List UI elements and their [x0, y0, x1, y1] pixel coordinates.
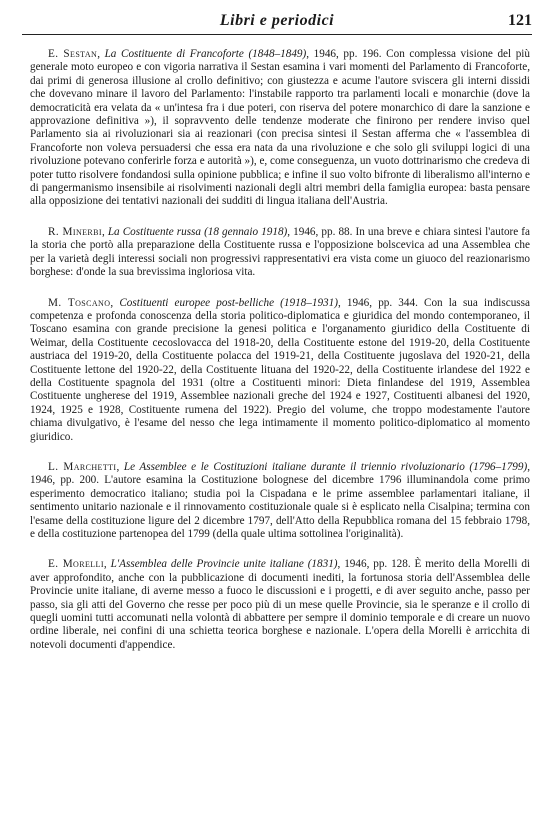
review-entry-toscano: M. Toscano, Costituenti europee post-belliche (1918–1931), 1946, pp. 344. Con la sua indiscussa competenza e profonda conoscenza della storia politico-diplomatica e giuridica del mondo contemporaneo, il Toscano esamina con grande precisione la genesi politica e l'organamento giuridico della Costituente di Weimar, della Costituente cecoslovacca del 1918-20, della Costituente estone del 1919-20, della Costituente austriaca del 1919-20, della Costituente polacca del 1919-21, della Costituente jugoslava del 1920-21, della Costituente lettone del 1920-22, della Costituente lituana del 1920-22, della Costituente irlandese del 1922 e della Costituente spagnola del 1931 (oltre a Costituenti minori: Dieta finlandese del 1919, Assemblea Costituente ungherese del 1919, Assemblee nazionali greche del 1924 e 1927, Costituenti albanesi del 1920, 1924, 1925 e 1928, Costituente rumena del 1922). Pregio del volume, che troppo modestamente l'autore chiama divulgativo, è l'esame del nesso che lega intimamente il momento politico-diplomatico al momento giuridico. [30, 296, 530, 443]
review-work-title: Le Assemblee e le Costituzioni italiane durante il triennio rivoluzionario (1796–1799) [123, 460, 528, 473]
review-author: R. Minerbi [48, 225, 102, 238]
review-entry-minerbi: R. Minerbi, La Costituente russa (18 gennaio 1918), 1946, pp. 88. In una breve e chiara sintesi l'autore fa la storia che portò alla preparazione della Costituente russa e l'opposizione bolscevica ad una Assemblea che per la varietà degli interessi sociali non progressivi rappresentativi era vista come un giuoco del reazionarismo borghese: d'onde la sua brevissima ingloriosa vita. [30, 225, 530, 279]
review-entry-sestan: E. Sestan, La Costituente di Francoforte (1848–1849), 1946, pp. 196. Con complessa visione del più generale moto europeo e con vigoria narrativa il Sestan esamina i vari momenti del Parlamento di Francoforte, dai primi di generosa illusione al crollo definitivo; con giustezza e acume l'autore sviscera gli interni dissidi che dovevano minare il lavoro del Parlamento: l'instabile rapporto tra parlamenti locali e monarchie (dove la democraticità era velata da « un'intesa fra i due poteri, con riserva del potere monarchico di dare la sanzione e approvazione definitiva »), il sopravvento delle tendenze moderate che finirono per rendere inviso quel Parlamento sia ai rivoluzionari sia ai reazionari (con precisa sintesi il Sestan afferma che « l'assemblea di Francoforte non voleva persuadersi che essa era nata da una rivoluzione e che solo gli sviluppi logici di una rivoluzione potevano conferirle forza e autorità »), e, come conseguenza, un vuoto dottrinarismo che credeva di poter tutto risolvere fondandosi sulla opinione pubblica; e infine il suo volto bifronte di liberalismo all'interno e di pangermanismo insensibile ai risolvimenti nazionali degli altri membri della famiglia europea: basta pensare alla opposizione dei tentativi nazionali dei sudditi di lingua italiana dell'Austria. [30, 48, 531, 208]
running-header [22, 6, 532, 32]
review-work-title: Costituenti europee post-belliche (1918–1931) [119, 296, 338, 309]
review-work-title: La Costituente di Francoforte (1848–1849) [104, 48, 307, 60]
review-text: , 1946, pp. 128. È merito della Morelli di aver approfondito, anche con la pubblicazione di documenti inediti, la fortunosa storia dell'Assemblea delle Provincie unite italiane, di averne messo a fuoco le discussioni e i progetti, e di aver seguito anche, passo per passo, sia gli atti del Governo che resse per poco più di un mese quelle Provincie, sia le speranze e il crollo di quegli uomini tutti accomunati nella volontà di abbattere per sempre il dominio temporale e di creare un nuovo ordine liberale, nei confini di una schietta teorica borghese e nazionale. L'opera della Morelli è arricchita di notevoli documenti d'appendice. [30, 558, 531, 651]
review-author: E. Sestan [48, 48, 98, 60]
review-work-title: La Costituente russa (18 gennaio 1918) [107, 225, 288, 238]
review-text: , 1946, pp. 344. Con la sua indiscussa competenza e profonda conoscenza della storia politico-diplomatica e giuridica del mondo contemporaneo, il Toscano esamina con grande precisione la genesi politica e l'organamento giuridico della Costituente di Weimar, della Costituente cecoslovacca del 1918-20, della Costituente estone del 1919-20, della Costituente austriaca del 1919-20, della Costituente polacca del 1919-21, della Costituente jugoslava del 1920-21, della Costituente lettone del 1920-22, della Costituente lituana del 1920-22, della Costituente irlandese del 1922 e della Costituente spagnola del 1931 (oltre a Costituenti minori: Dieta finlandese del 1919, Assemblea Costituente ungherese del 1919, Assemblee nazionali greche del 1924 e 1927, Costituenti albanesi del 1920, 1924, 1925 e 1928, Costituente rumena del 1922). Pregio del volume, che troppo modestamente l'autore chiama divulgativo, è l'esame del nesso che lega intimamente il momento politico-diplomatico al momento giuridico. [30, 296, 530, 443]
review-author: E. Morelli [48, 558, 104, 571]
review-author: L. Marchetti [48, 460, 117, 473]
review-entry-marchetti: L. Marchetti, Le Assemblee e le Costituzioni italiane durante il triennio rivoluzionario (1796–1799), 1946, pp. 200. L'autore esamina la Costituzione bolognese del dicembre 1796 illuminandola come primo esperimento democratico italiano; studia poi la Cispadana e le prime assemblee parlamentari italiane, il sentimento unitario nazionale e il rinnovamento costituzionale quale si è esplicato nella Cisalpina; termina con l'esame della costituzione ligure del 2 dicembre 1797, dell'Atto della Repubblica romana del 15 febbraio 1798, e della costituzione partenopea del 1799 (della quale ultima sottolinea l'originalità). [30, 460, 530, 540]
review-text: , 1946, pp. 200. L'autore esamina la Costituzione bolognese del dicembre 1796 illuminandola come primo esperimento democratico italiano; studia poi la Cispadana e le prime assemblee parlamentari italiane, il sentimento unitario nazionale e il rinnovamento costituzionale quale si è esplicato nella Cisalpina; termina con l'esame della costituzione ligure del 2 dicembre 1797, dell'Atto della Repubblica romana del 15 febbraio 1798, e della costituzione partenopea del 1799 (della quale ultima sottolinea l'originalità). [30, 460, 530, 540]
review-text: , 1946, pp. 88. In una breve e chiara sintesi l'autore fa la storia che portò alla preparazione della Costituente russa e l'opposizione bolscevica ad una Assemblea che per la varietà degli interessi sociali non progressivi rappresentativi era vista come un giuoco del reazionarismo borghese: d'onde la sua brevissima ingloriosa vita. [30, 225, 530, 279]
section-title: Libri e periodici [219, 12, 335, 29]
header-rule [22, 34, 532, 35]
review-work-title: L'Assemblea delle Provincie unite italiane (1831) [110, 558, 338, 571]
review-author: M. Toscano [48, 296, 111, 309]
review-text: , 1946, pp. 196. Con complessa visione del più generale moto europeo e con vigoria narrativa il Sestan esamina i vari momenti del Parlamento di Francoforte, dai primi di generosa illusione al crollo definitivo; con giustezza e acume l'autore sviscera gli interni dissidi che dovevano minare il lavoro del Parlamento: l'instabile rapporto tra parlamenti locali e monarchie (dove la democraticità era velata da « un'intesa fra i due poteri, con riserva del potere monarchico di dare la sanzione e approvazione definitiva »), il sopravvento delle tendenze moderate che finirono per rendere inviso quel Parlamento sia ai rivoluzionari sia ai reazionari (con precisa sintesi il Sestan afferma che « l'assemblea di Francoforte non voleva persuadersi che essa era nata da una rivoluzione e che solo gli sviluppi logici di una rivoluzione potevano conferirle forza e autorità »), e, come conseguenza, un vuoto dottrinarismo che credeva di poter tutto risolvere fondandosi sulla opinione pubblica; e infine il suo volto bifronte di liberalismo all'interno e di pangermanismo insensibile ai risolvimenti nazionali degli altri membri della famiglia europea: basta pensare alla opposizione dei tentativi nazionali dei sudditi di lingua italiana dell'Austria. [30, 48, 531, 208]
page-number: 121 [508, 12, 532, 29]
review-list [30, 48, 530, 669]
review-entry-morelli: E. Morelli, L'Assemblea delle Provincie unite italiane (1831), 1946, pp. 128. È merito della Morelli di aver approfondito, anche con la pubblicazione di documenti inediti, la fortunosa storia dell'Assemblea delle Provincie unite italiane, di averne messo a fuoco le discussioni e i progetti, e di aver seguito anche, passo per passo, sia gli atti del Governo che resse per poco più di un mese quelle Provincie, sia le speranze e il crollo di quegli uomini tutti accomunati nella volontà di abbattere per sempre il dominio temporale e di creare un nuovo ordine liberale, nei confini di una schietta teorica borghese e nazionale. L'opera della Morelli è arricchita di notevoli documenti d'appendice. [30, 558, 531, 651]
